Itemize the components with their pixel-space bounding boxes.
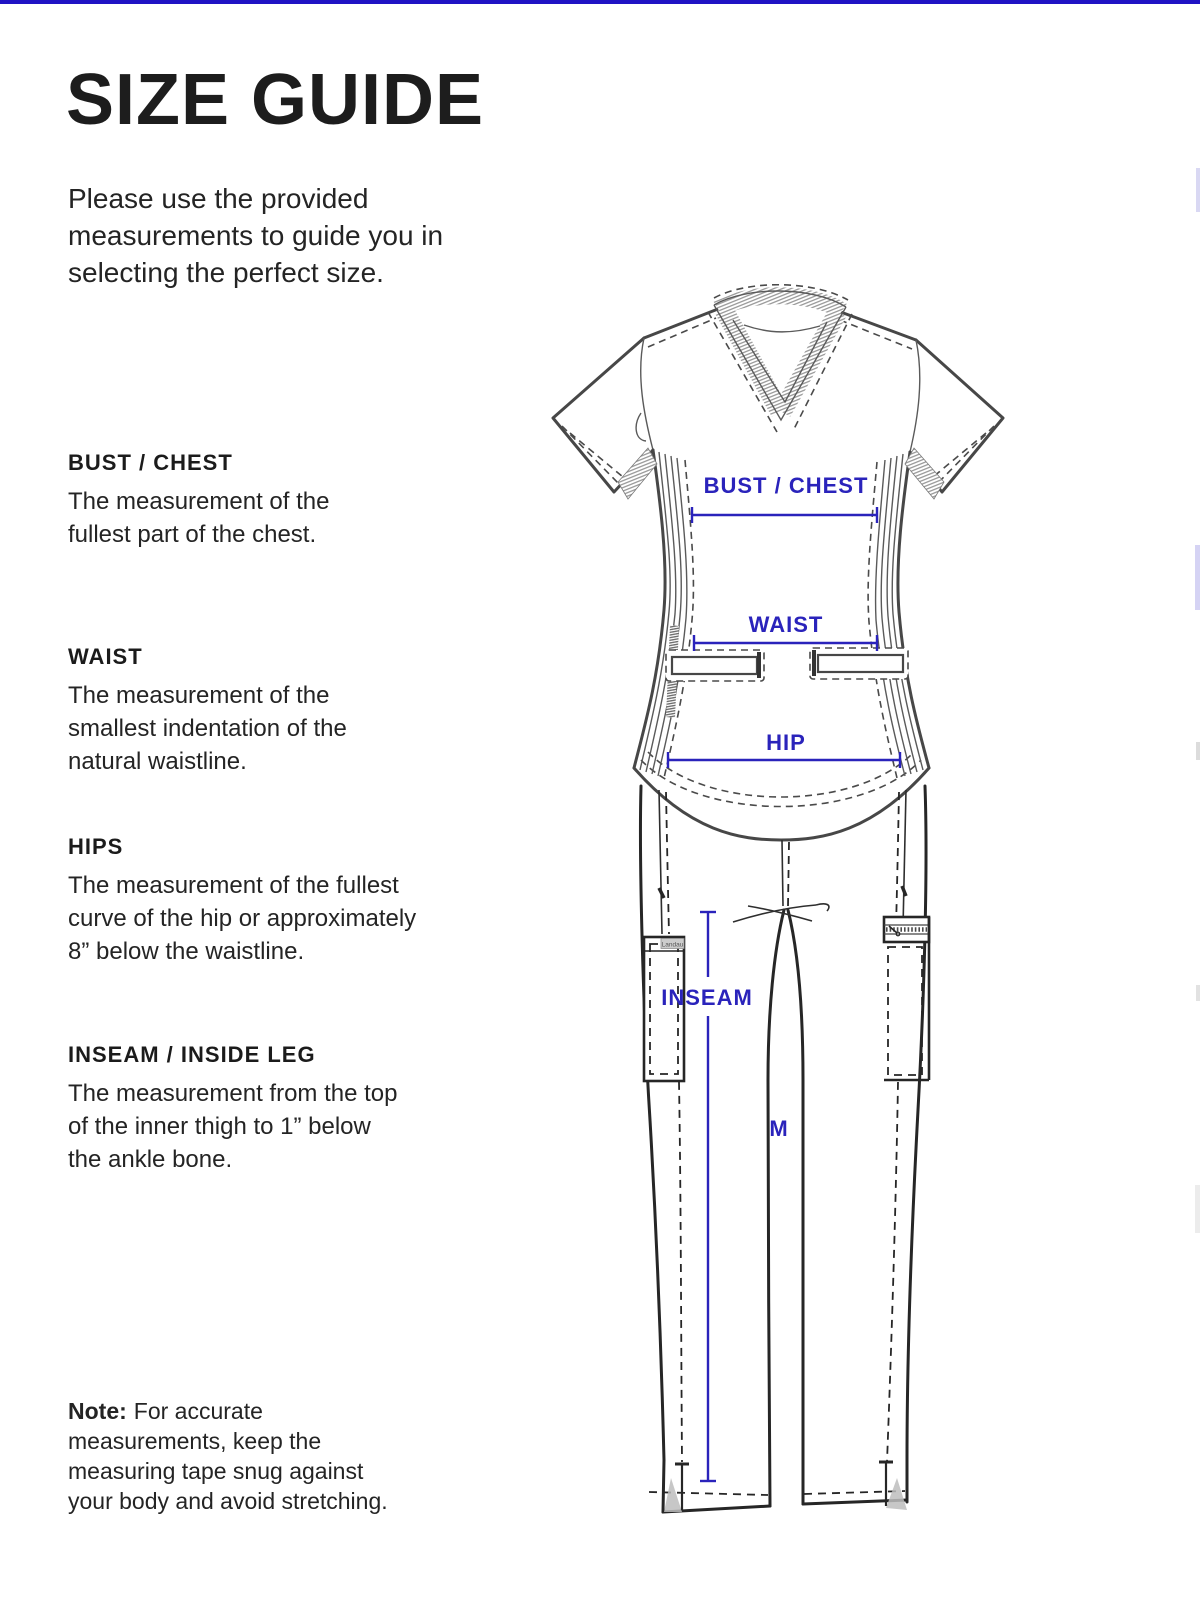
collar-band-left [724,310,780,412]
body-line: curve of the hip or approximately [68,905,417,932]
garment-diagram [540,278,1020,1528]
brand-tag-label: Landau [661,941,684,949]
right-side-seam [903,790,906,928]
section-body [68,679,528,778]
note-line: measurements, keep the [68,1428,322,1454]
intro-line: measurements to guide you in [68,220,444,251]
left-armhole-seam [641,338,653,450]
measurement-annotations [661,473,900,1481]
left-hem-stitch [649,1492,768,1495]
right-cargo-stitch [888,947,922,1075]
right-seam-tack [902,886,906,896]
left-underarm-rib [618,448,657,499]
body-line: 8” below the waistline. [68,938,305,965]
intro-line: selecting the perfect size. [68,257,384,288]
hem-curve [634,768,929,840]
inseam-label: INSEAM [661,985,753,1010]
left-leg-inner [768,910,784,1506]
left-shoulder-seam [644,309,718,338]
section-body [68,485,528,551]
section-bust-chest [68,450,528,551]
section-heading: INSEAM / INSIDE LEG [68,1042,316,1067]
scrub-pants-drawing [640,786,929,1512]
top-accent-border [0,0,1200,4]
back-neck-curve [744,325,820,332]
section-hips [68,834,528,968]
section-waist [68,644,528,778]
note-text [68,1396,388,1516]
note-label: Note: [68,1398,127,1424]
left-side-seam [659,790,662,934]
section-body [68,869,528,968]
intro-line: Please use the provided [68,183,369,214]
right-slit-shade [886,1478,907,1510]
hem-stitch [641,760,921,807]
left-welt-pocket [672,657,757,674]
page-edge-artifact [1195,545,1200,610]
note-line: your body and avoid stretching. [68,1488,388,1514]
pants-right-outer [907,786,926,1502]
right-hem-stitch [804,1491,905,1494]
section-heading: WAIST [68,644,143,669]
left-seam-tack [659,888,664,898]
left-side-stitch [666,792,669,934]
body-line: The measurement from the top [68,1080,398,1107]
right-welt-pocket [818,655,903,672]
intro-text [68,180,443,291]
waist-label: WAIST [748,612,824,637]
note-line: Note: For accurate [68,1398,263,1424]
body-line: The measurement of the fullest [68,872,399,899]
section-inseam [68,1042,528,1176]
body-line: fullest part of the chest. [68,521,317,548]
right-cuff-stitch [937,426,994,484]
hip-label: HIP [766,730,806,755]
collar-band-top [718,296,842,311]
body-line: The measurement of the [68,488,330,515]
hanger-loop [636,413,646,441]
note-line: measuring tape snug against [68,1458,364,1484]
page-edge-artifact [1196,985,1200,1001]
left-slit-shade [664,1478,682,1512]
fly-seam [782,840,783,906]
left-cuff-stitch [562,426,619,484]
right-leg-inner [788,910,803,1504]
page-edge-artifact [1196,168,1200,212]
drawstring [748,906,812,921]
left-side-stitch-lower [679,1082,682,1462]
drawstring-tip [816,904,829,911]
section-body [68,1077,528,1176]
body-left-side [634,450,665,768]
collar-band-right [782,312,838,412]
size-label: M [769,1116,789,1141]
fly-stitch [788,842,789,906]
bust-label: BUST / CHEST [703,473,869,498]
right-armhole-seam [910,340,920,452]
page-edge-artifact [1195,1185,1200,1233]
body-line: of the inner thigh to 1” below [68,1113,371,1140]
body-line: The measurement of the [68,682,330,709]
right-side-stitch [896,792,899,926]
section-heading: HIPS [68,834,124,859]
body-line: smallest indentation of the [68,715,347,742]
body-line: the ankle bone. [68,1146,233,1173]
right-side-stitch-lower [887,1082,898,1462]
section-heading: BUST / CHEST [68,450,233,475]
body-right-side [898,452,929,768]
scrub-top-drawing [553,285,1003,840]
page-title: SIZE GUIDE [66,60,485,140]
page-edge-artifact [1196,742,1200,760]
body-line: natural waistline. [68,748,247,775]
